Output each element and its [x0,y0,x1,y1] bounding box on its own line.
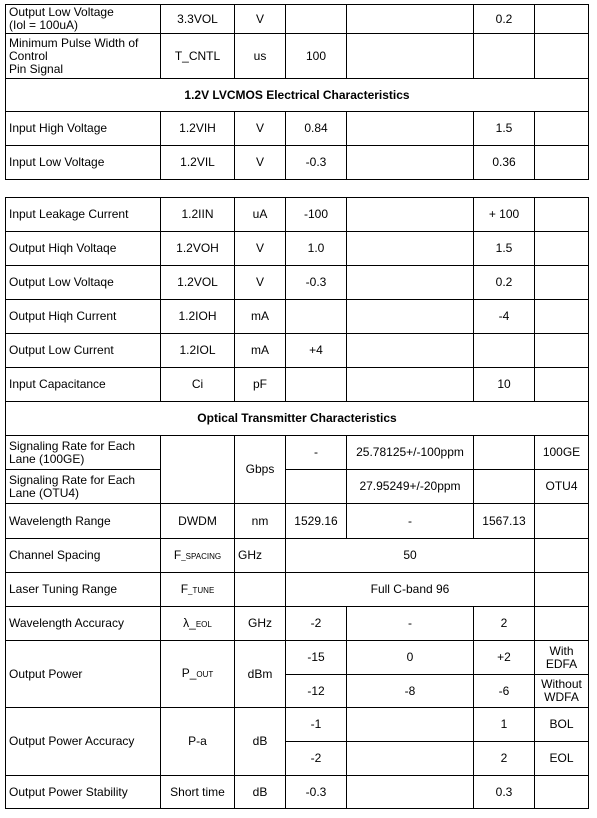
max-cell: 10 [474,368,535,402]
note-cell [535,776,589,809]
min-cell: 1529.16 [286,504,347,539]
param-cell: Wavelength Accuracy [6,607,161,641]
param-cell: Wavelength Range [6,504,161,539]
note-cell: BOL [535,708,589,742]
typ-cell: 25.78125+/-100ppm [347,436,474,470]
symbol-cell: 1.2VOH [161,232,235,266]
unit-cell [235,573,286,607]
table-row [6,266,589,300]
table-row [6,334,589,368]
param-cell: Minimum Pulse Width of Control Pin Signal [6,34,161,79]
max-cell [474,470,535,504]
symbol-cell [161,436,235,504]
typ-cell [347,34,474,79]
note-cell [535,5,589,34]
symbol-cell: 1.2VIH [161,112,235,146]
min-cell: -12 [286,675,347,708]
typ-cell [347,112,474,146]
table-row [6,300,589,334]
max-cell [474,436,535,470]
typ-cell [347,334,474,368]
param-cell: Output Power Stability [6,776,161,809]
symbol-cell: T_CNTL [161,34,235,79]
max-cell: -6 [474,675,535,708]
span-value-cell: 50 [286,539,535,573]
typ-cell: 27.95249+/-20ppm [347,470,474,504]
unit-cell: dB [235,708,286,776]
table-row [6,573,589,607]
param-cell: Channel Spacing [6,539,161,573]
param-cell: Input High Voltage [6,112,161,146]
min-cell: -0.3 [286,266,347,300]
max-cell: 2 [474,742,535,776]
param-cell: Output Low Voltaqe [6,266,161,300]
param-cell: Output Low Current [6,334,161,368]
table-row [6,504,589,539]
note-cell [535,504,589,539]
note-cell: Without WDFA [535,675,589,708]
unit-cell: dB [235,776,286,809]
table-row [6,708,589,742]
table-row [6,641,589,675]
typ-cell [347,708,474,742]
param-cell: Input Capacitance [6,368,161,402]
note-cell [535,266,589,300]
max-cell: 2 [474,607,535,641]
param-cell: Signaling Rate for Each Lane (100GE) [6,436,161,470]
min-cell [286,5,347,34]
symbol-cell: 3.3VOL [161,5,235,34]
min-cell [286,470,347,504]
note-cell: With EDFA [535,641,589,675]
section-heading: Optical Transmitter Characteristics [6,402,589,436]
min-cell: -0.3 [286,776,347,809]
typ-cell [347,146,474,180]
note-cell [535,34,589,79]
min-cell: -15 [286,641,347,675]
note-cell: EOL [535,742,589,776]
min-cell: -0.3 [286,146,347,180]
symbol-cell: F_SPACING [161,539,235,573]
unit-cell: mA [235,334,286,368]
typ-cell [347,742,474,776]
symbol-cell: 1.2VIL [161,146,235,180]
symbol-cell: Short time [161,776,235,809]
typ-cell [347,5,474,34]
unit-cell: V [235,5,286,34]
max-cell: 0.2 [474,266,535,300]
max-cell: -4 [474,300,535,334]
typ-cell: -8 [347,675,474,708]
symbol-cell: 1.2IOH [161,300,235,334]
max-cell [474,334,535,368]
typ-cell [347,300,474,334]
symbol-cell: 1.2IIN [161,198,235,232]
min-cell: 1.0 [286,232,347,266]
symbol-cell: P_OUT [161,641,235,708]
param-cell: Input Low Voltage [6,146,161,180]
param-cell: Output Hiqh Current [6,300,161,334]
table-row [6,368,589,402]
table-row [6,470,589,504]
note-cell [535,198,589,232]
param-cell: Signaling Rate for Each Lane (OTU4) [6,470,161,504]
min-cell: -100 [286,198,347,232]
note-cell [535,232,589,266]
max-cell: +2 [474,641,535,675]
note-cell [535,146,589,180]
max-cell: 0.3 [474,776,535,809]
typ-cell [347,198,474,232]
param-cell: Laser Tuning Range [6,573,161,607]
typ-cell [347,266,474,300]
max-cell [474,34,535,79]
max-cell: 1 [474,708,535,742]
span-value-cell: Full C-band 96 [286,573,535,607]
table-row [6,539,589,573]
unit-cell: us [235,34,286,79]
typ-cell: - [347,504,474,539]
unit-cell: mA [235,300,286,334]
table-row [6,5,589,34]
unit-cell: uA [235,198,286,232]
symbol-cell: F_TUNE [161,573,235,607]
param-cell: Output Low Voltage (Iol = 100uA) [6,5,161,34]
table-row [6,607,589,641]
unit-cell: V [235,112,286,146]
symbol-cell: 1.2VOL [161,266,235,300]
unit-cell: nm [235,504,286,539]
note-cell [535,539,589,573]
note-cell [535,368,589,402]
table-row [6,776,589,809]
unit-cell: GHz [235,539,286,573]
max-cell: 1.5 [474,232,535,266]
symbol-cell: 1.2IOL [161,334,235,368]
min-cell: 100 [286,34,347,79]
table-row [6,436,589,470]
section-heading: 1.2V LVCMOS Electrical Characteristics [6,79,589,112]
note-cell [535,573,589,607]
min-cell: - [286,436,347,470]
note-cell [535,607,589,641]
param-cell: Output Hiqh Voltaqe [6,232,161,266]
min-cell: +4 [286,334,347,368]
max-cell: 0.2 [474,5,535,34]
max-cell: + 100 [474,198,535,232]
section-row [6,402,589,436]
note-cell: OTU4 [535,470,589,504]
max-cell: 1567.13 [474,504,535,539]
typ-cell: - [347,607,474,641]
symbol-cell: Ci [161,368,235,402]
unit-cell: V [235,146,286,180]
note-cell [535,112,589,146]
unit-cell: dBm [235,641,286,708]
typ-cell [347,232,474,266]
lvcmos-table [5,4,589,180]
min-cell [286,368,347,402]
max-cell: 1.5 [474,112,535,146]
symbol-cell: λ_EOL [161,607,235,641]
table-row [6,34,589,79]
note-cell [535,300,589,334]
typ-cell [347,368,474,402]
min-cell: -1 [286,708,347,742]
unit-cell: Gbps [235,436,286,504]
param-cell: Input Leakage Current [6,198,161,232]
unit-cell: V [235,232,286,266]
min-cell: -2 [286,742,347,776]
symbol-cell: DWDM [161,504,235,539]
param-cell: Output Power Accuracy [6,708,161,776]
typ-cell: 0 [347,641,474,675]
min-cell [286,300,347,334]
note-cell [535,334,589,368]
unit-cell: V [235,266,286,300]
min-cell: 0.84 [286,112,347,146]
symbol-cell: P-a [161,708,235,776]
table-row [6,112,589,146]
unit-cell: pF [235,368,286,402]
min-cell: -2 [286,607,347,641]
param-cell: Output Power [6,641,161,708]
max-cell: 0.36 [474,146,535,180]
table-row [6,146,589,180]
section-row [6,79,589,112]
typ-cell [347,776,474,809]
optical-transmitter-table [5,197,589,809]
table-row [6,198,589,232]
unit-cell: GHz [235,607,286,641]
note-cell: 100GE [535,436,589,470]
table-row [6,232,589,266]
